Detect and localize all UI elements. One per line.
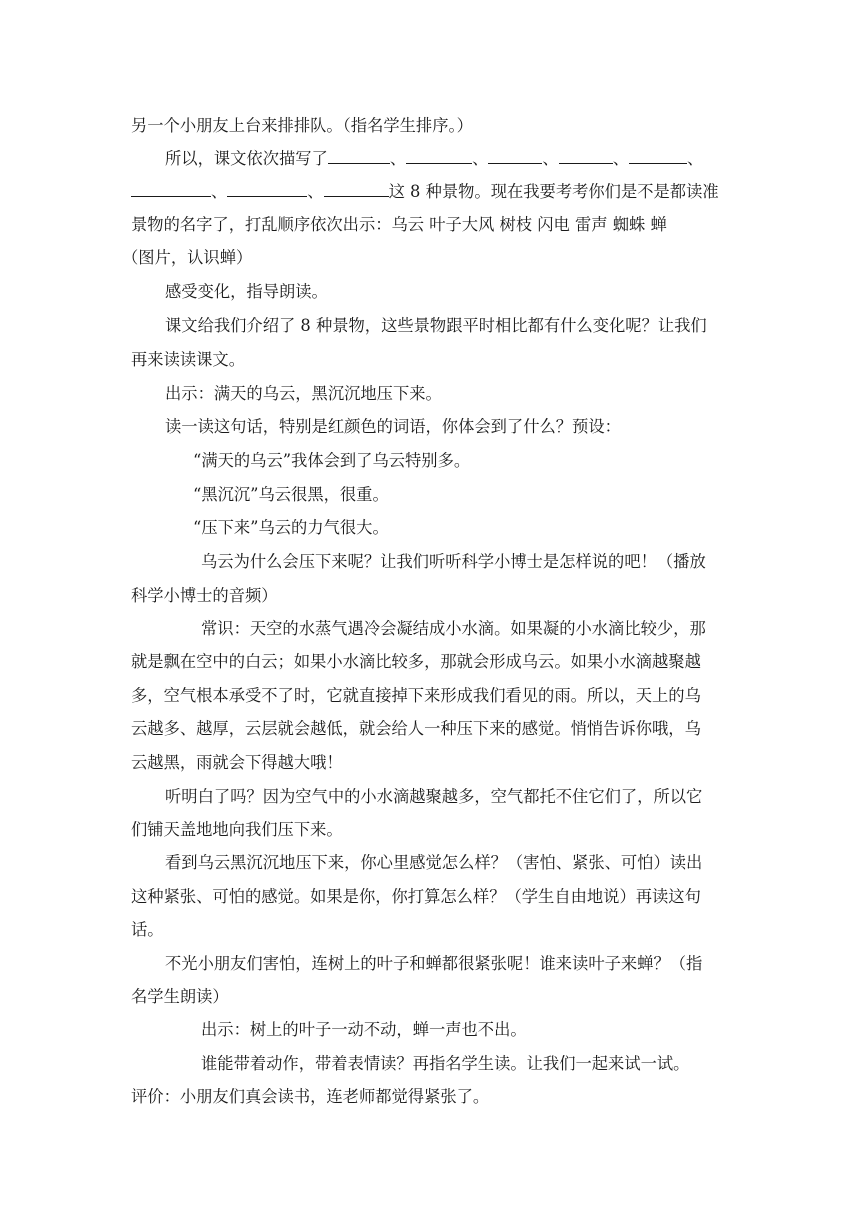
text-line: 课文给我们介绍了 8 种景物，这些景物跟平时相比都有什么变化呢？让我们	[165, 316, 707, 335]
blank-underline	[131, 182, 211, 197]
text-line: 们铺天盖地地向我们压下来。	[131, 820, 343, 839]
text-line: 不光小朋友们害怕，连树上的叶子和蝉都很紧张呢！谁来读叶子来蝉？（指	[165, 954, 703, 973]
blank-underline	[406, 149, 472, 164]
text-line: 名学生朗读）	[131, 987, 229, 1006]
text-line: 感受变化，指导朗读。	[165, 282, 328, 301]
fill-blank-line	[131, 180, 719, 204]
text-line: 景物的名字了，打乱顺序依次出示：乌云 叶子大风 树枝 闪电 雷声 蜘蛛 蝉	[131, 215, 667, 234]
text-line: 话。	[131, 920, 164, 939]
text-line: 科学小博士的音频）	[131, 586, 278, 605]
blank-underline	[559, 149, 613, 164]
text-line: 再来读读课文。	[131, 350, 245, 369]
text-line: 评价：小朋友们真会读书，连老师都觉得紧张了。	[131, 1087, 490, 1106]
text-line: “满天的乌云”我体会到了乌云特别多。	[193, 451, 471, 470]
text-line: 云越黑，雨就会下得越大哦！	[131, 753, 343, 772]
text-line: 读一读这句话，特别是红颜色的词语，你体会到了什么？预设：	[165, 417, 621, 436]
text-line: 出示：树上的叶子一动不动，蝉一声也不出。	[201, 1020, 527, 1039]
text-line: 看到乌云黑沉沉地压下来，你心里感觉怎么样？（害怕、紧张、可怕）读出	[165, 853, 703, 872]
text-line: 就是飘在空中的白云；如果小水滴比较多，那就会形成乌云。如果小水滴越聚越	[131, 652, 701, 671]
text-line: 出示：满天的乌云，黑沉沉地压下来。	[165, 384, 442, 403]
text-line: 这种紧张、可怕的感觉。如果是你，你打算怎么样？（学生自由地说）再读这句	[131, 887, 701, 906]
blank-underline	[488, 149, 542, 164]
fill-blank-line	[165, 147, 703, 171]
text-fragment: 、	[211, 182, 228, 201]
text-line: （图片，认识蝉）	[122, 248, 253, 267]
text-fragment: 、	[687, 149, 704, 168]
text-line: 乌云为什么会压下来呢？让我们听听科学小博士是怎样说的吧！（播放	[201, 552, 706, 571]
text-line: 另一个小朋友上台来排排队。（指名学生排序。）	[131, 116, 473, 135]
text-fragment: 所以，课文依次描写了	[165, 149, 328, 168]
blank-underline	[227, 182, 307, 197]
text-fragment: 、	[389, 149, 407, 168]
text-line: 听明白了吗？因为空气中的小水滴越聚越多，空气都托不住它们了，所以它	[165, 787, 703, 806]
text-fragment: 、	[472, 149, 489, 168]
blank-underline	[328, 149, 390, 164]
text-line: 多，空气根本承受不了时，它就直接掉下来形成我们看见的雨。所以，天上的乌	[131, 686, 701, 705]
text-fragment: 这 8 种景物。现在我要考考你们是不是都读准	[388, 182, 719, 201]
text-fragment: 、	[307, 182, 324, 201]
text-line: “压下来”乌云的力气很大。	[193, 518, 389, 537]
text-line: 云越多、越厚，云层就会越低，就会给人一种压下来的感觉。悄悄告诉你哦，乌	[131, 719, 701, 738]
text-line: “黑沉沉”乌云很黑，很重。	[193, 485, 389, 504]
text-line: 谁能带着动作，带着表情读？再指名学生读。让我们一起来试一试。	[201, 1054, 690, 1073]
blank-underline	[324, 182, 389, 197]
text-line: 常识：天空的水蒸气遇冷会凝结成小水滴。如果凝的小水滴比较少，那	[201, 619, 706, 638]
text-fragment: 、	[542, 149, 559, 168]
blank-underline	[629, 149, 687, 164]
text-fragment: 、	[612, 149, 630, 168]
